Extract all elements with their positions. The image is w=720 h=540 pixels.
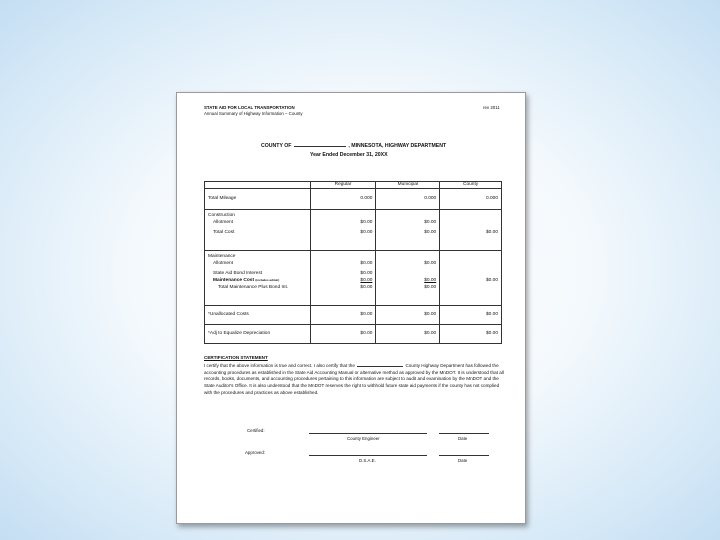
mileage-label: Total Mileage	[208, 196, 237, 201]
depreciation-label: *Adj to Equalize Depreciation	[208, 331, 271, 336]
year-heading: Year Ended December 31, 20XX	[310, 152, 388, 158]
unallocated-label: *Unallocated Costs	[208, 312, 249, 317]
maint-allotment-regular: $0.00	[360, 261, 373, 266]
approved-label: Approved:	[245, 450, 266, 455]
agency-title: STATE AID FOR LOCAL TRANSPORTATION	[204, 105, 295, 110]
unallocated-regular: $0.00	[360, 312, 373, 317]
col-blank	[205, 182, 311, 189]
maint-cost-municipal: $0.00	[424, 278, 437, 283]
col-county: County	[440, 182, 502, 189]
dsae-date-line	[439, 455, 489, 456]
engineer-title: County Engineer	[347, 436, 380, 441]
table-row-unallocated	[205, 306, 502, 325]
depreciation-regular: $0.00	[360, 331, 373, 336]
maint-plus-bond-regular: $0.00	[360, 285, 373, 290]
certification-county-blank	[357, 362, 403, 367]
maint-allotment-municipal: $0.00	[424, 261, 437, 266]
maint-plus-bond-label: Total Maintenance Plus Bond Int.	[218, 285, 289, 290]
certification-heading: CERTIFICATION STATEMENT	[204, 355, 268, 360]
table-row-mileage	[205, 189, 502, 210]
maint-plus-bond-municipal: $0.00	[424, 285, 437, 290]
construction-total-regular: $0.00	[360, 230, 373, 235]
col-regular: Regular	[310, 182, 376, 189]
form-code: rev 2011	[483, 105, 500, 110]
table-row-maintenance	[205, 251, 502, 306]
dsae-signature-line	[309, 455, 427, 456]
depreciation-county: $0.00	[485, 331, 498, 336]
construction-allotment-regular: $0.00	[360, 220, 373, 225]
county-suffix: , MINNESOTA, HIGHWAY DEPARTMENT	[348, 143, 447, 149]
maint-cost-text: Maintenance Cost	[213, 278, 255, 283]
mileage-county: 0.000	[485, 196, 498, 201]
construction-total-municipal: $0.00	[424, 230, 437, 235]
mileage-municipal: 0.000	[424, 196, 437, 201]
construction-total-label: Total Cost	[213, 230, 235, 235]
maintenance-label: Maintenance	[208, 254, 236, 259]
table-row-depreciation	[205, 325, 502, 344]
table-row-construction	[205, 210, 502, 251]
report-subtitle: Annual Summary of Highway Information – County	[204, 111, 303, 116]
maint-cost-label	[208, 277, 307, 284]
construction-total-county: $0.00	[485, 230, 498, 235]
certification-block	[204, 355, 504, 397]
engineer-signature-line	[309, 433, 427, 434]
construction-label: Construction	[208, 213, 235, 218]
construction-allotment-label: Allotment	[213, 220, 233, 225]
report-page	[176, 92, 526, 524]
depreciation-municipal: $0.00	[424, 331, 437, 336]
mileage-regular: 0.000	[360, 196, 373, 201]
county-heading	[261, 142, 446, 149]
maint-cost-note: (includes admin)	[255, 278, 280, 282]
dsae-date-label: Date	[458, 458, 468, 463]
bond-interest-label: State Aid Bond Interest	[213, 271, 263, 276]
table-header-row	[205, 182, 502, 189]
certification-text-2: County Highway Department has followed the accounting procedures as established in the State Aid Accounting Manual or alternative method as approved by the MnDOT. It is understood that all records, books, documents, and accounting procedures pertaining to this information are subject to audit and examination by the MnDOT and the State Auditor's Office. It is also understood that the MnDOT reserves the right to withhold future state aid payments if the county has not complied with the procedures and practices as above established.	[204, 362, 504, 395]
maint-allotment-label: Allotment	[213, 261, 233, 266]
maint-cost-county: $0.00	[485, 278, 498, 283]
bond-interest-regular: $0.00	[360, 271, 373, 276]
certification-text-1: I certify that the above information is true and correct. I also certify that the	[204, 362, 355, 368]
unallocated-county: $0.00	[485, 312, 498, 317]
summary-table	[204, 181, 502, 344]
construction-allotment-municipal: $0.00	[424, 220, 437, 225]
engineer-date-line	[439, 433, 489, 434]
certified-label: Certified:	[247, 428, 265, 433]
dsae-title: D.S.A.E.	[359, 458, 376, 463]
county-blank	[294, 142, 346, 147]
maint-cost-regular: $0.00	[360, 278, 373, 283]
col-municipal: Municipal	[376, 182, 440, 189]
engineer-date-label: Date	[458, 436, 468, 441]
county-prefix: COUNTY OF	[261, 143, 292, 149]
unallocated-municipal: $0.00	[424, 312, 437, 317]
